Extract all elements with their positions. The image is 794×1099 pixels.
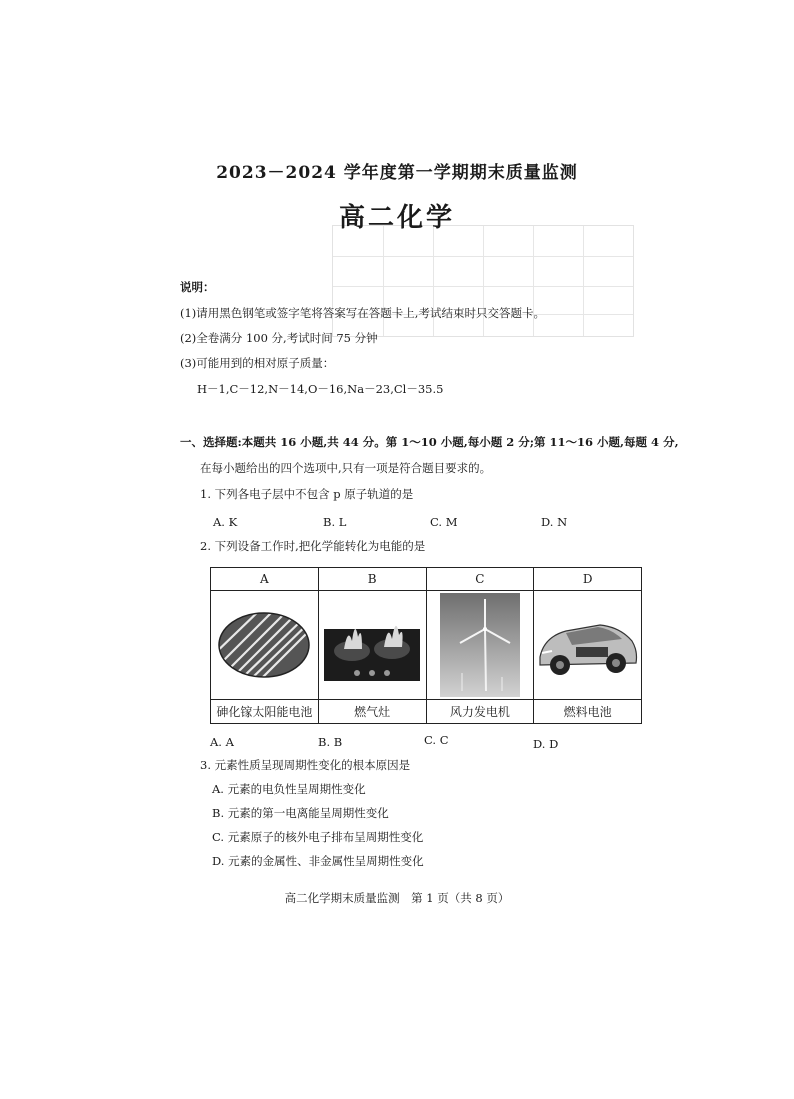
table-header-c: C [426,568,534,591]
exam-title: 2023－2024 学年度第一学期期末质量监测 [216,163,578,183]
instruction-item-3: (3)可能用到的相对原子质量： [180,356,335,370]
q3-option-a: A. 元素的电负性呈周期性变化 [212,782,366,796]
q1-option-b: B. L [323,515,347,529]
instruction-item-2: (2)全卷满分 100 分,考试时间 75 分钟 [180,331,378,345]
device-image-table [210,567,642,724]
caption-b: 燃气灶 [318,700,426,724]
q3-option-b: B. 元素的第一电离能呈周期性变化 [212,806,389,820]
instructions-heading: 说明： [180,280,215,294]
table-header-b: B [318,568,426,591]
table-header-d: D [534,568,642,591]
fuel-cell-car-image [534,591,642,700]
q1-option-d: D. N [541,515,568,529]
section-instruction: 在每小题给出的四个选项中,只有一项是符合题目要求的。 [200,461,492,475]
bleed-through-table [332,225,634,337]
caption-d: 燃料电池 [534,700,642,724]
q3-option-d: D. 元素的金属性、非金属性呈周期性变化 [212,854,424,868]
q2-option-b: B. B [318,735,343,749]
solar-cell-image [211,591,319,700]
q2-option-a: A. A [210,735,234,749]
subject-title: 高二化学 [338,203,455,233]
question-2-stem: 2. 下列设备工作时,把化学能转化为电能的是 [200,539,426,553]
caption-c: 风力发电机 [426,700,534,724]
q1-option-a: A. K [213,515,238,529]
caption-a: 砷化镓太阳能电池 [211,700,319,724]
wind-turbine-image [426,591,534,700]
page-footer: 高二化学期末质量监测 第 1 页（共 8 页） [284,891,510,905]
section-heading: 一、选择题:本题共 16 小题,共 44 分。第 1～10 小题,每小题 2 分;第 11～16 小题,每题 4 分, [180,435,679,449]
question-1-stem: 1. 下列各电子层中不包含 p 原子轨道的是 [200,487,414,501]
q2-option-c: C. C [424,733,449,747]
q2-option-d: D. D [533,737,559,751]
exam-header [0,158,794,234]
q3-option-c: C. 元素原子的核外电子排布呈周期性变化 [212,830,424,844]
gas-stove-image [318,591,426,700]
atomic-masses: H－1,C－12,N－14,O－16,Na－23,Cl－35.5 [197,382,444,396]
instruction-item-1: (1)请用黑色钢笔或签字笔将答案写在答题卡上,考试结束时只交答题卡。 [180,306,545,320]
table-header-a: A [211,568,319,591]
q1-option-c: C. M [430,515,458,529]
question-3-stem: 3. 元素性质呈现周期性变化的根本原因是 [200,758,411,772]
